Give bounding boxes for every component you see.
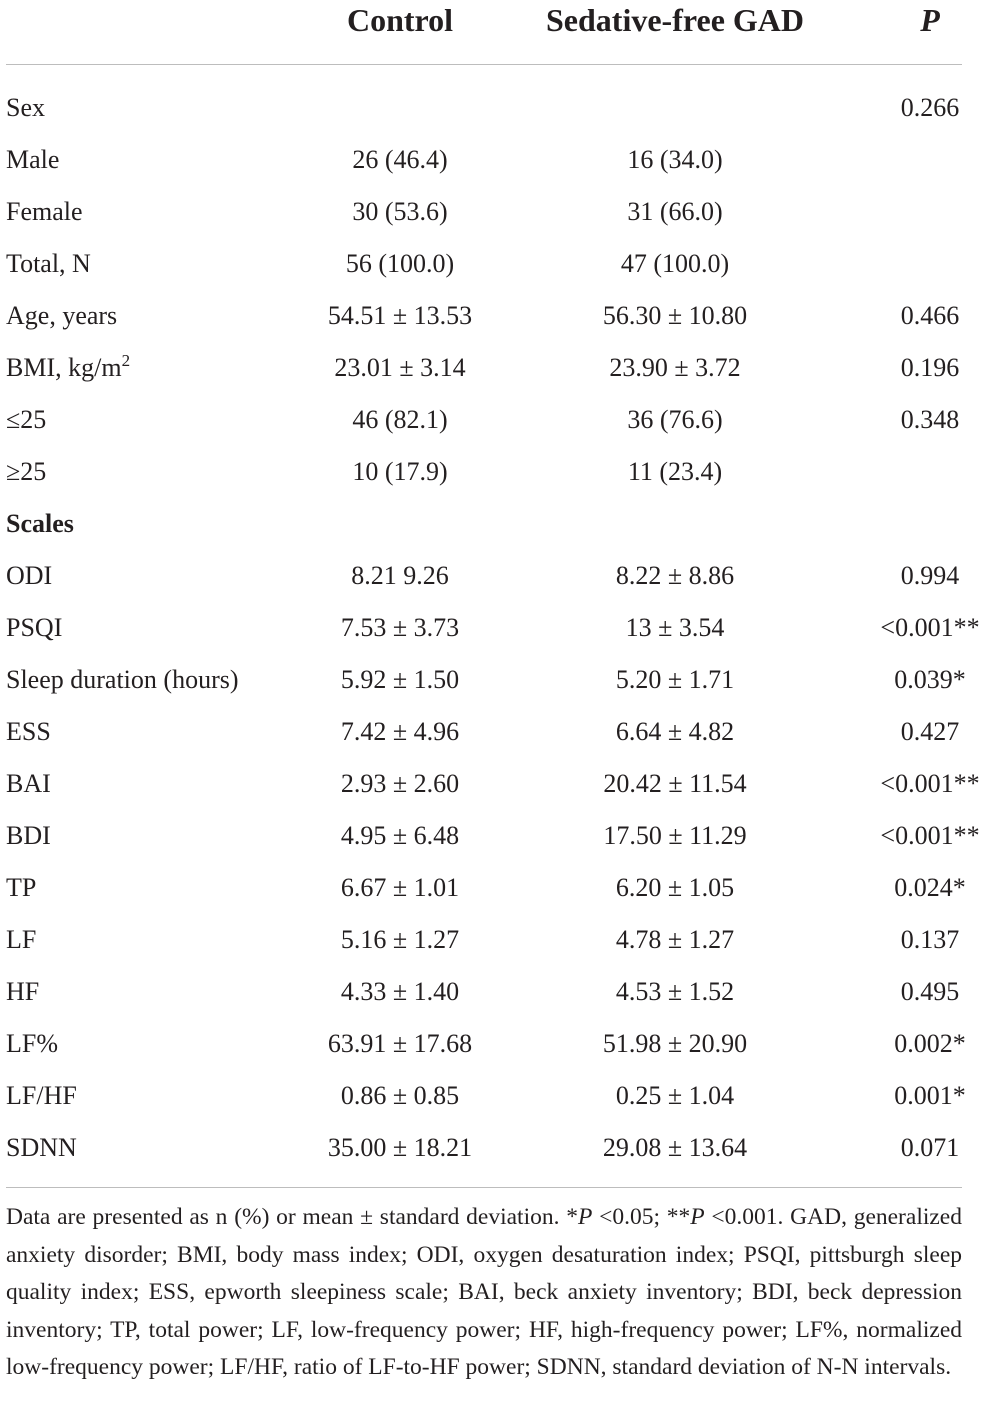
control-value [300, 498, 500, 550]
row-label-text: BDI [6, 821, 51, 850]
p-value: 0.427 [900, 717, 960, 746]
row-label [6, 394, 306, 446]
control-value: 6.67 ± 1.01 [340, 873, 460, 902]
row-label [6, 602, 306, 654]
row-label-text: BMI, kg/m [6, 353, 122, 382]
control-value: 35.00 ± 18.21 [327, 1133, 473, 1162]
row-label-text: LF% [6, 1029, 58, 1058]
footnote-part-1: Data are presented as n (%) or mean ± standard deviation. * [6, 1204, 578, 1230]
table-row [0, 914, 988, 966]
p-value: 0.196 [900, 353, 960, 382]
control-value: 8.21 9.26 [351, 561, 449, 590]
control-value: 5.92 ± 1.50 [340, 665, 460, 694]
table-body [0, 82, 988, 1174]
row-label-text: LF/HF [6, 1081, 77, 1110]
row-label [6, 1122, 306, 1174]
row-label [6, 290, 306, 342]
header-divider [6, 64, 962, 65]
gad-value: 16 (34.0) [627, 145, 723, 174]
p-value [880, 446, 980, 498]
p-value: 0.071 [900, 1133, 960, 1162]
table-row [0, 1018, 988, 1070]
gad-value: 4.53 ± 1.52 [615, 977, 735, 1006]
row-label-text: ESS [6, 717, 51, 746]
gad-value: 11 (23.4) [627, 457, 723, 486]
table-row [0, 186, 988, 238]
p-value: <0.001** [880, 613, 980, 642]
control-value: 46 (82.1) [352, 405, 448, 434]
gad-value: 8.22 ± 8.86 [615, 561, 735, 590]
control-value: 5.16 ± 1.27 [340, 925, 460, 954]
table-row [0, 810, 988, 862]
table-footnote [6, 1199, 962, 1387]
footnote-p-symbol-1: P [578, 1204, 593, 1230]
row-label [6, 758, 306, 810]
row-label [6, 82, 306, 134]
row-label-superscript: 2 [121, 351, 131, 370]
table-row [0, 602, 988, 654]
header-sedative-free-gad: Sedative-free GAD [546, 2, 804, 38]
footer-divider [6, 1187, 962, 1188]
gad-value: 20.42 ± 11.54 [603, 769, 747, 798]
control-value: 0.86 ± 0.85 [340, 1081, 460, 1110]
table-row [0, 342, 988, 394]
p-value: 0.024* [894, 873, 966, 902]
gad-value: 6.64 ± 4.82 [615, 717, 735, 746]
footnote-part-3: <0.001. GAD, generalized anxiety disorder; BMI, body mass index; ODI, oxygen desaturation index; PSQI, pittsburgh sleep quality index; ESS, epworth sleepiness scale; BAI, beck anxiety inventory; BDI, beck depression inventory; TP, total power; LF, low-frequency power; HF, high-frequency power; LF%, normalized low-frequency power; LF/HF, ratio of LF-to-HF power; SDNN, standard deviation of N-N intervals. [6, 1204, 962, 1380]
control-value: 56 (100.0) [345, 249, 455, 278]
control-value: 54.51 ± 13.53 [327, 301, 473, 330]
table-row [0, 446, 988, 498]
row-label [6, 706, 306, 758]
row-label-text: LF [6, 925, 37, 954]
table-row [0, 394, 988, 446]
row-label-text: SDNN [6, 1133, 77, 1162]
row-label-text: ≥25 [6, 457, 47, 486]
gad-value: 31 (66.0) [627, 197, 723, 226]
gad-value: 56.30 ± 10.80 [602, 301, 748, 330]
header-control: Control [346, 2, 454, 38]
p-value [880, 238, 980, 290]
row-label [6, 1070, 306, 1122]
table-row [0, 758, 988, 810]
gad-value [520, 82, 830, 134]
control-value: 2.93 ± 2.60 [340, 769, 460, 798]
p-value [880, 498, 980, 550]
row-label-text: Male [6, 145, 60, 174]
section-row [0, 498, 988, 550]
header-p-value: P [920, 2, 940, 38]
gad-value: 5.20 ± 1.71 [615, 665, 735, 694]
p-value [880, 134, 980, 186]
p-value: 0.994 [900, 561, 960, 590]
table-row [0, 706, 988, 758]
p-value: 0.266 [900, 93, 960, 122]
table-row [0, 134, 988, 186]
row-label-text: BAI [6, 769, 51, 798]
p-value: <0.001** [880, 821, 980, 850]
row-label [6, 654, 306, 706]
gad-value: 51.98 ± 20.90 [602, 1029, 748, 1058]
row-label [6, 862, 306, 914]
row-label-text: PSQI [6, 613, 63, 642]
control-value: 30 (53.6) [352, 197, 448, 226]
footnote-part-2: <0.05; ** [592, 1204, 691, 1230]
row-label [6, 446, 306, 498]
p-value: 0.001* [894, 1081, 966, 1110]
row-label [6, 134, 306, 186]
table-row [0, 1070, 988, 1122]
control-value: 4.95 ± 6.48 [340, 821, 460, 850]
p-value [880, 186, 980, 238]
table-row [0, 238, 988, 290]
gad-value: 4.78 ± 1.27 [615, 925, 735, 954]
row-label [6, 342, 306, 394]
table-row [0, 82, 988, 134]
control-value: 23.01 ± 3.14 [334, 353, 466, 382]
table-row [0, 966, 988, 1018]
row-label-text: Total, N [6, 249, 91, 278]
control-value [300, 82, 500, 134]
gad-value: 0.25 ± 1.04 [615, 1081, 735, 1110]
footnote-p-symbol-2: P [690, 1204, 705, 1230]
row-label-text: HF [6, 977, 40, 1006]
row-label [6, 1018, 306, 1070]
p-value: 0.495 [900, 977, 960, 1006]
table-header [0, 0, 988, 44]
control-value: 26 (46.4) [352, 145, 448, 174]
gad-value: 47 (100.0) [620, 249, 730, 278]
gad-value: 23.90 ± 3.72 [609, 353, 741, 382]
row-label [6, 550, 306, 602]
gad-value: 17.50 ± 11.29 [603, 821, 747, 850]
table-row [0, 862, 988, 914]
control-value: 7.53 ± 3.73 [340, 613, 460, 642]
gad-value [520, 498, 830, 550]
p-value: <0.001** [880, 769, 980, 798]
control-value: 7.42 ± 4.96 [340, 717, 460, 746]
gad-value: 13 ± 3.54 [625, 613, 725, 642]
control-value: 10 (17.9) [352, 457, 448, 486]
row-label-text: TP [6, 873, 37, 902]
row-label-text: Sex [6, 93, 45, 122]
row-label-text: Sleep duration (hours) [6, 665, 239, 694]
p-value: 0.002* [894, 1029, 966, 1058]
gad-value: 29.08 ± 13.64 [602, 1133, 748, 1162]
row-label-text: Scales [6, 509, 74, 538]
table-row [0, 1122, 988, 1174]
control-value: 4.33 ± 1.40 [340, 977, 460, 1006]
gad-value: 36 (76.6) [627, 405, 723, 434]
p-value: 0.137 [900, 925, 960, 954]
row-label-text: Age, years [6, 301, 118, 330]
table-row [0, 654, 988, 706]
p-value: 0.466 [900, 301, 960, 330]
p-value: 0.348 [900, 405, 960, 434]
row-label [6, 238, 306, 290]
row-label-text: ODI [6, 561, 53, 590]
control-value: 63.91 ± 17.68 [327, 1029, 473, 1058]
row-label [6, 966, 306, 1018]
table-row [0, 290, 988, 342]
table-row [0, 550, 988, 602]
row-label [6, 186, 306, 238]
row-label [6, 810, 306, 862]
row-label [6, 914, 306, 966]
row-label [6, 498, 306, 550]
p-value: 0.039* [894, 665, 966, 694]
row-label-text: Female [6, 197, 83, 226]
row-label-text: ≤25 [6, 405, 47, 434]
gad-value: 6.20 ± 1.05 [615, 873, 735, 902]
